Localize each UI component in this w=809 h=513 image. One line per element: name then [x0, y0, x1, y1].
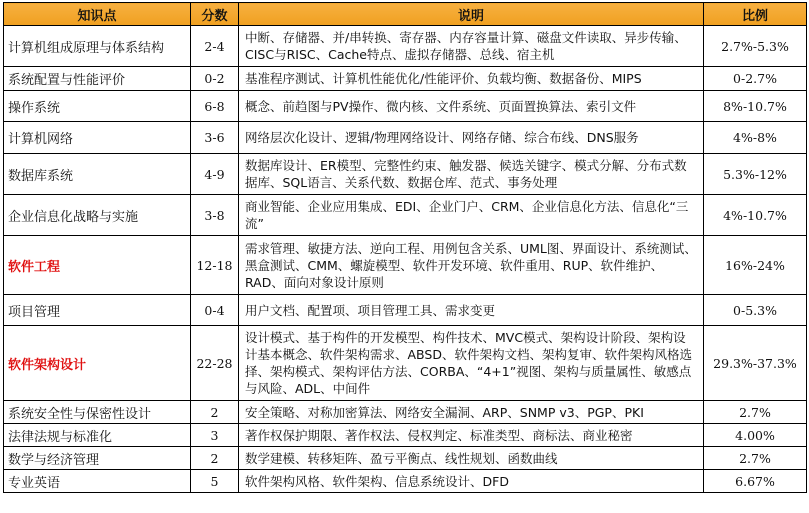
ratio-cell: 5.3%-12% [704, 154, 807, 195]
table-row [4, 26, 807, 67]
score-cell: 2 [191, 401, 239, 424]
header-row [4, 3, 807, 26]
ratio-cell: 6.67% [704, 470, 807, 493]
description-cell: 商业智能、企业应用集成、EDI、企业门户、CRM、企业信息化方法、信息化“三流” [239, 195, 704, 236]
topic-cell: 项目管理 [4, 295, 191, 326]
score-cell: 6-8 [191, 91, 239, 122]
header-topic: 知识点 [4, 3, 191, 26]
score-cell: 3 [191, 424, 239, 447]
ratio-cell: 4.00% [704, 424, 807, 447]
description-cell: 安全策略、对称加密算法、网络安全漏洞、ARP、SNMP v3、PGP、PKI [239, 401, 704, 424]
table-row [4, 67, 807, 91]
description-cell: 数据库设计、ER模型、完整性约束、触发器、候选关键字、模式分解、分布式数据库、SQL语言、关系代数、数据仓库、范式、事务处理 [239, 154, 704, 195]
topic-cell: 专业英语 [4, 470, 191, 493]
description-cell: 著作权保护期限、著作权法、侵权判定、标准类型、商标法、商业秘密 [239, 424, 704, 447]
table-row [4, 195, 807, 236]
ratio-cell: 2.7%-5.3% [704, 26, 807, 67]
description-cell: 中断、存储器、并/串转换、寄存器、内存容量计算、磁盘文件读取、异步传输、CISC与RISC、Cache特点、虚拟存储器、总线、宿主机 [239, 26, 704, 67]
description-cell: 基准程序测试、计算机性能优化/性能评价、负载均衡、数据备份、MIPS [239, 67, 704, 91]
table-row [4, 236, 807, 295]
topic-cell: 企业信息化战略与实施 [4, 195, 191, 236]
table-row [4, 295, 807, 326]
ratio-cell: 4%-8% [704, 122, 807, 154]
table-row [4, 91, 807, 122]
topic-cell: 数据库系统 [4, 154, 191, 195]
header-description: 说明 [239, 3, 704, 26]
description-cell: 设计模式、基于构件的开发模型、构件技术、MVC模式、架构设计阶段、架构设计基本概念、软件架构需求、ABSD、软件架构文档、架构复审、软件架构风格选择、架构模式、架构评估方法、CORBA、“4+1”视图、架构与质量属性、敏感点与风险、ADL、中间件 [239, 326, 704, 401]
topic-cell-highlighted: 软件架构设计 [4, 326, 191, 401]
score-cell: 4-9 [191, 154, 239, 195]
score-cell: 2-4 [191, 26, 239, 67]
ratio-cell: 0-5.3% [704, 295, 807, 326]
table-row [4, 424, 807, 447]
ratio-cell: 29.3%-37.3% [704, 326, 807, 401]
table-row [4, 154, 807, 195]
score-cell: 12-18 [191, 236, 239, 295]
topic-cell: 计算机网络 [4, 122, 191, 154]
header-ratio: 比例 [704, 3, 807, 26]
ratio-cell: 4%-10.7% [704, 195, 807, 236]
topic-cell: 法律法规与标准化 [4, 424, 191, 447]
score-cell: 22-28 [191, 326, 239, 401]
score-cell: 3-8 [191, 195, 239, 236]
topic-cell: 计算机组成原理与体系结构 [4, 26, 191, 67]
ratio-cell: 16%-24% [704, 236, 807, 295]
table-row [4, 401, 807, 424]
ratio-cell: 2.7% [704, 401, 807, 424]
score-cell: 2 [191, 447, 239, 470]
topic-cell: 系统配置与性能评价 [4, 67, 191, 91]
score-cell: 3-6 [191, 122, 239, 154]
knowledge-points-table [3, 2, 807, 493]
score-cell: 0-2 [191, 67, 239, 91]
topic-cell: 系统安全性与保密性设计 [4, 401, 191, 424]
score-cell: 0-4 [191, 295, 239, 326]
description-cell: 用户文档、配置项、项目管理工具、需求变更 [239, 295, 704, 326]
topic-cell: 操作系统 [4, 91, 191, 122]
topic-cell-highlighted: 软件工程 [4, 236, 191, 295]
description-cell: 软件架构风格、软件架构、信息系统设计、DFD [239, 470, 704, 493]
header-score: 分数 [191, 3, 239, 26]
description-cell: 需求管理、敏捷方法、逆向工程、用例包含关系、UML图、界面设计、系统测试、黑盒测试、CMM、螺旋模型、软件开发环境、软件重用、RUP、软件维护、RAD、面向对象设计原则 [239, 236, 704, 295]
table-row [4, 122, 807, 154]
table-row [4, 470, 807, 493]
ratio-cell: 2.7% [704, 447, 807, 470]
ratio-cell: 0-2.7% [704, 67, 807, 91]
topic-cell: 数学与经济管理 [4, 447, 191, 470]
table-row [4, 447, 807, 470]
ratio-cell: 8%-10.7% [704, 91, 807, 122]
knowledge-table-container [3, 2, 806, 493]
score-cell: 5 [191, 470, 239, 493]
table-row [4, 326, 807, 401]
description-cell: 概念、前趋图与PV操作、微内核、文件系统、页面置换算法、索引文件 [239, 91, 704, 122]
description-cell: 数学建模、转移矩阵、盈亏平衡点、线性规划、函数曲线 [239, 447, 704, 470]
description-cell: 网络层次化设计、逻辑/物理网络设计、网络存储、综合布线、DNS服务 [239, 122, 704, 154]
